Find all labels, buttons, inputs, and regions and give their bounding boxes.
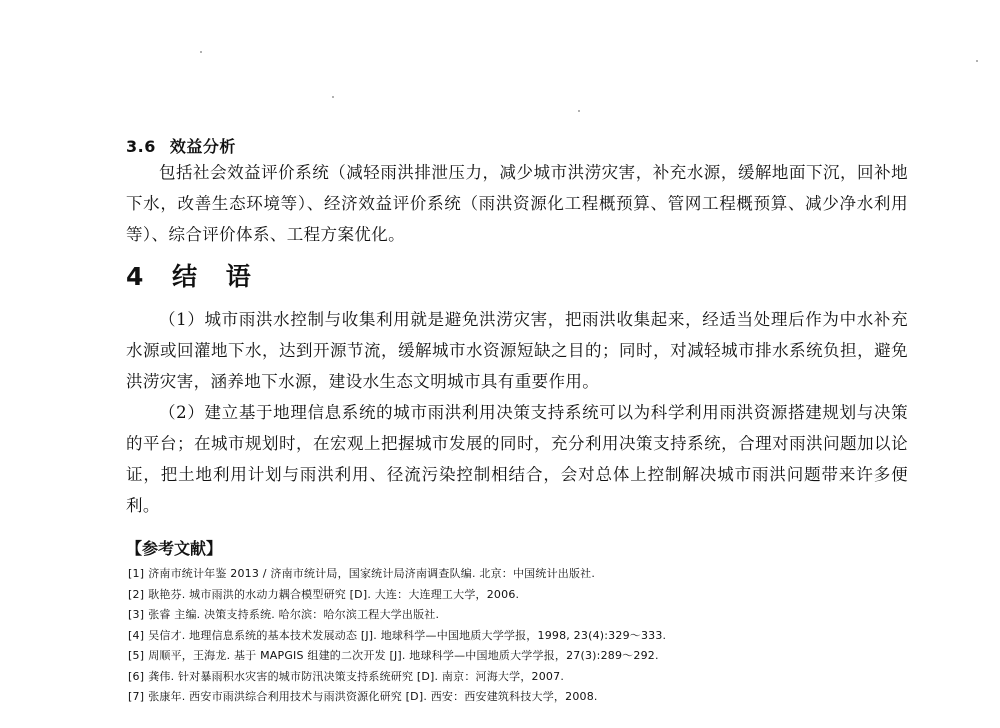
reference-text: 吴信才. 地理信息系统的基本技术发展动态 [J]. 地球科学—中国地质大学学报，1998, 23(4):329～333. <box>148 628 667 642</box>
reference-index: [1] <box>128 567 145 580</box>
section-heading <box>126 134 236 157</box>
reference-text: 耿艳芬. 城市雨洪的水动力耦合模型研究 [D]. 大连：大连理工大学，2006. <box>148 587 520 601</box>
reference-item <box>128 687 928 708</box>
scan-speck <box>578 110 580 112</box>
scan-speck <box>976 60 978 62</box>
references-list <box>128 564 928 708</box>
reference-item <box>128 646 928 667</box>
scan-speck <box>200 51 202 53</box>
reference-index: [6] <box>128 669 145 683</box>
reference-index: [7] <box>128 690 145 703</box>
section-number: 3.6 <box>126 137 156 156</box>
reference-index: [5] <box>128 649 145 662</box>
reference-index: [2] <box>128 587 145 601</box>
reference-item <box>128 626 928 647</box>
references-heading: 【参考文献】 <box>126 539 223 558</box>
reference-text: 周顺平，王海龙. 基于 MAPGIS 组建的二次开发 [J]. 地球科学—中国地质大学学报，27(3):289～292. <box>148 649 659 662</box>
reference-text: 张康年. 西安市雨洪综合利用技术与雨洪资源化研究 [D]. 西安：西安建筑科技大学，2008. <box>148 690 598 703</box>
reference-item <box>128 605 928 626</box>
reference-index: [4] <box>128 628 145 642</box>
section-title: 效益分析 <box>169 137 236 156</box>
reference-item <box>128 564 928 585</box>
conclusion-paragraph-1: （1）城市雨洪水控制与收集利用就是避免洪涝灾害，把雨洪收集起来，经适当处理后作为中水补充水源或回灌地下水，达到开源节流，缓解城市水资源短缺之目的；同时，对减轻城市排水系统负担，避免洪涝灾害，涵养地下水源，建设水生态文明城市具有重要作用。 <box>126 310 908 391</box>
scan-speck <box>332 96 334 98</box>
reference-text: 龚伟. 针对暴雨积水灾害的城市防汛决策支持系统研究 [D]. 南京：河海大学，2007. <box>148 669 565 683</box>
section-paragraph: 包括社会效益评价系统（减轻雨洪排泄压力，减少城市洪涝灾害，补充水源，缓解地面下沉，回补地下水，改善生态环境等）、经济效益评价系统（雨洪资源化工程概预算、管网工程概预算、减少净水利用等）、综合评价体系、工程方案优化。 <box>126 163 908 244</box>
reference-text: 济南市统计年鉴 2013 / 济南市统计局，国家统计局济南调查队编. 北京：中国统计出版社. <box>148 567 596 580</box>
reference-item <box>128 585 928 606</box>
reference-index: [3] <box>128 608 145 621</box>
reference-item <box>128 667 928 688</box>
chapter-heading: 4 结 语 <box>126 262 261 291</box>
reference-text: 张睿 主编. 决策支持系统. 哈尔滨：哈尔滨工程大学出版社. <box>148 608 440 621</box>
conclusion-paragraph-2: （2）建立基于地理信息系统的城市雨洪利用决策支持系统可以为科学利用雨洪资源搭建规划与决策的平台；在城市规划时，在宏观上把握城市发展的同时，充分利用决策支持系统，合理对雨洪问题加以论证，把土地利用计划与雨洪利用、径流污染控制相结合，会对总体上控制解决城市雨洪问题带来许多便利。 <box>126 403 908 515</box>
